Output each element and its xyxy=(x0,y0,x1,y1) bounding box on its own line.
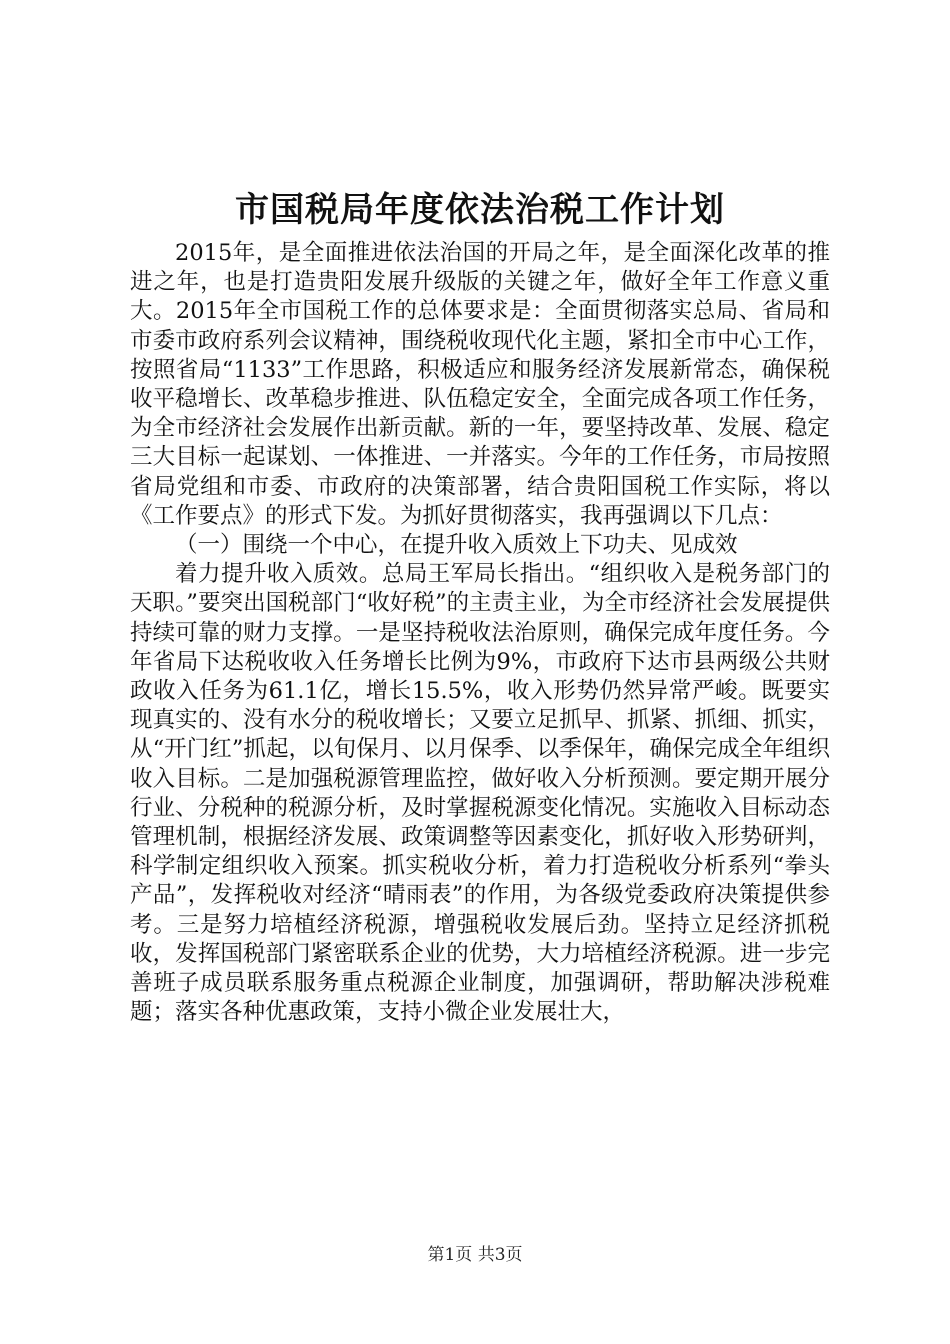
page-footer: 第1页 共3页 xyxy=(427,1245,523,1265)
document-page xyxy=(130,185,830,1027)
document-title: 市国税局年度依法治税工作计划 xyxy=(235,190,725,230)
section-paragraph: 着力提升收入质效。总局王军局长指出。“组织收入是税务部门的天职。”要突出国税部门“收好税”的主责主业，为全市经济社会发展提供持续可靠的财力支撑。一是坚持税收法治原则，确保完成年度任务。今年省局下达税收收入任务增长比例为9%，市政府下达市县两级公共财政收入任务为61.1亿，增长15.5%，收入形势仍然异常严峻。既要实现真实的、没有水分的税收增长；又要立足抓早、抓紧、抓细、抓实，从“开门红”抓起，以旬保月、以月保季、以季保年，确保完成全年组织收入目标。二是加强税源管理监控，做好收入分析预测。要定期开展分行业、分税种的税源分析，及时掌握税源变化情况。实施收入目标动态管理机制，根据经济发展、政策调整等因素变化，抓好收入形势研判，科学制定组织收入预案。抓实税收分析，着力打造税收分析系列“拳头产品”，发挥税收对经济“晴雨表”的作用，为各级党委政府决策提供参考。三是努力培植经济税源，增强税收发展后劲。坚持立足经济抓税收，发挥国税部门紧密联系企业的优势，大力培植经济税源。进一步完善班子成员联系服务重点税源企业制度，加强调研，帮助解决涉税难题；落实各种优惠政策，支持小微企业发展壮大， xyxy=(130,561,830,1026)
section-heading: （一）围绕一个中心，在提升收入质效上下功夫、见成效 xyxy=(175,532,738,559)
intro-paragraph: 2015年，是全面推进依法治国的开局之年，是全面深化改革的推进之年，也是打造贵阳发展升级版的关键之年，做好全年工作意义重大。2015年全市国税工作的总体要求是：全面贯彻落实总局、省局和市委市政府系列会议精神，围绕税收现代化主题，紧扣全市中心工作，按照省局“1133”工作思路，积极适应和服务经济发展新常态，确保税收平稳增长、改革稳步推进、队伍稳定安全，全面完成各项工作任务，为全市经济社会发展作出新贡献。新的一年，要坚持改革、发展、稳定三大目标一起谋划、一体推进、一并落实。今年的工作任务，市局按照省局党组和市委、市政府的决策部署，结合贵阳国税工作实际，将以《工作要点》的形式下发。为抓好贯彻落实，我再强调以下几点： xyxy=(130,240,830,529)
